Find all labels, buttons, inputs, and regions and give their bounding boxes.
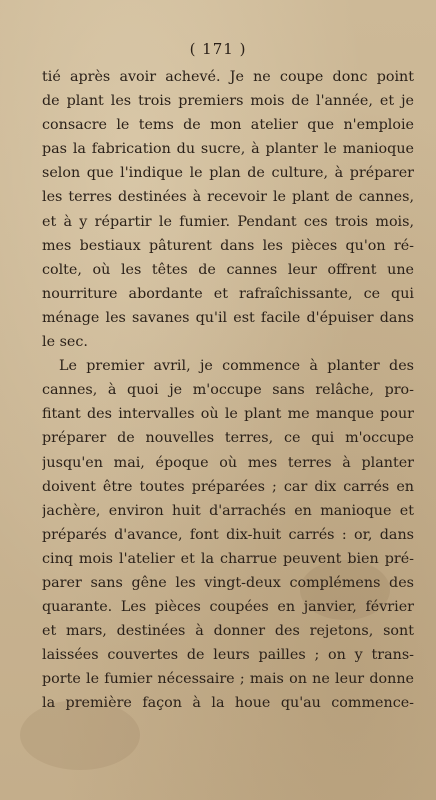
paragraph [42, 354, 414, 715]
text-line: selon que l'indique le plan de culture, à préparer [42, 165, 414, 182]
text-line: Le premier avril, je commence à planter des [59, 358, 414, 375]
text-line: tié après avoir achevé. Je ne coupe donc point [42, 69, 414, 85]
text-line: de plant les trois premiers mois de l'année, et je [42, 93, 414, 110]
text-line: le sec. [42, 334, 88, 351]
text-line: consacre le tems de mon atelier que n'emploie [42, 117, 414, 134]
text-line: préparés d'avance, font dix-huit carrés : or, dans [42, 526, 414, 543]
text-line: ménage les savanes qu'il est facile d'épuiser dans [42, 309, 414, 326]
text-line: colte, où les têtes de cannes leur offrent une [42, 261, 414, 278]
text-line: préparer de nouvelles terres, ce qui m'occupe [42, 430, 414, 447]
text-line: parer sans gêne les vingt-deux complémens des [42, 574, 414, 591]
body-text [42, 65, 414, 716]
text-line: porte le fumier nécessaire ; mais on ne leur donne [42, 671, 414, 688]
text-line: laissées couvertes de leurs pailles ; on y trans- [42, 647, 414, 664]
text-line: jachère, environ huit d'arrachés en manioque et [42, 502, 414, 519]
text-line: mes bestiaux pâturent dans les pièces qu'on ré- [42, 237, 414, 254]
text-line: cannes, à quoi je m'occupe sans relâche, pro- [42, 382, 414, 399]
text-line: les terres destinées à recevoir le plant de cannes, [42, 189, 414, 206]
text-line: et à y répartir le fumier. Pendant ces trois mois, [42, 213, 414, 230]
page-number: ( 171 ) [189, 40, 247, 58]
text-line: la première façon à la houe qu'au commence- [42, 695, 414, 712]
text-line: jusqu'en mai, époque où mes terres à planter [42, 454, 414, 471]
text-line: pas la fabrication du sucre, à planter le manioque [42, 141, 414, 158]
text-line: quarante. Les pièces coupées en janvier, février [42, 599, 414, 616]
text-line: fitant des intervalles où le plant me manque pour [42, 406, 414, 423]
text-line: doivent être toutes préparées ; car dix carrés en [42, 478, 414, 495]
text-line: nourriture abordante et rafraîchissante, ce qui [42, 285, 414, 302]
text-line: cinq mois l'atelier et la charrue peuvent bien pré- [42, 550, 414, 567]
text-line: et mars, destinées à donner des rejetons, sont [42, 623, 414, 640]
paragraph [42, 65, 414, 354]
